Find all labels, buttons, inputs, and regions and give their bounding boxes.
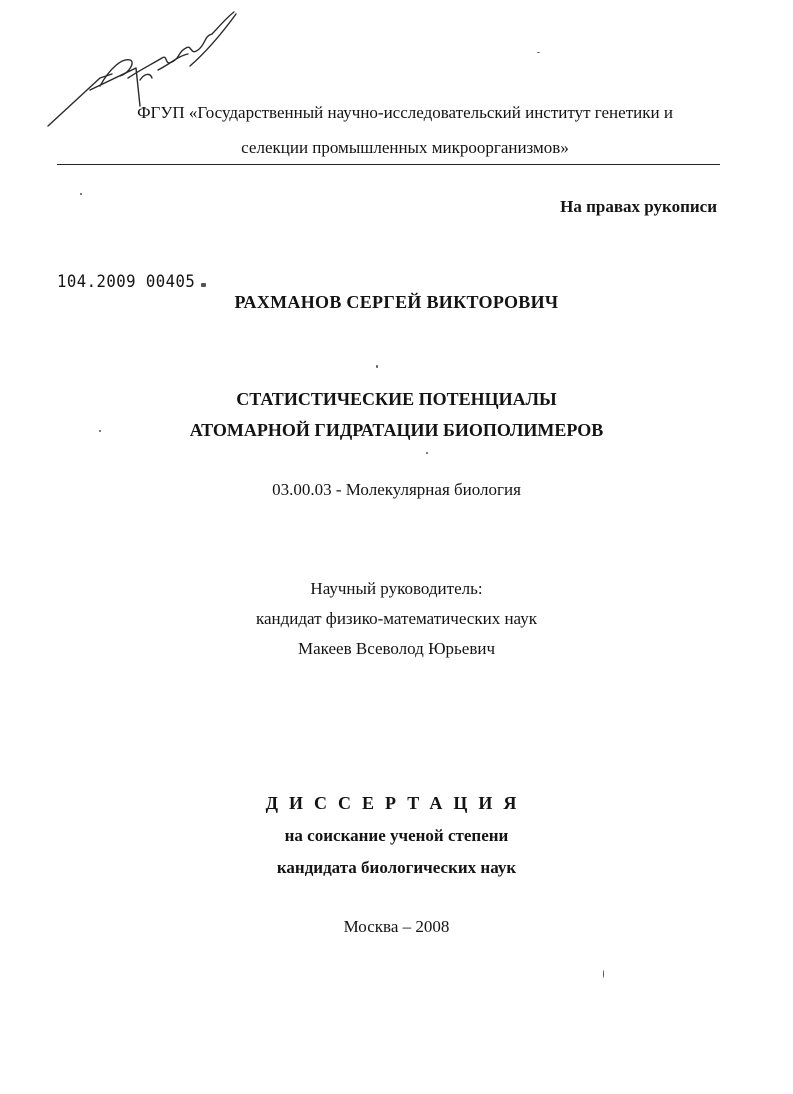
advisor-degree: кандидат физико-математических наук [255, 609, 537, 628]
degree-purpose-line-2: кандидата биологических наук [276, 858, 517, 877]
rights-note: На правах рукописи [560, 197, 717, 216]
title-line-1: СТАТИСТИЧЕСКИЕ ПОТЕНЦИАЛЫ [236, 389, 557, 409]
scan-speck [603, 970, 604, 978]
author-name: РАХМАНОВ СЕРГЕЙ ВИКТОРОВИЧ [234, 292, 559, 312]
advisor-label: Научный руководитель: [310, 579, 483, 598]
institute-line-1: ФГУП «Государственный научно-исследовательский институт генетики и [137, 103, 673, 122]
scan-speck [80, 193, 82, 195]
scan-speck [201, 283, 206, 287]
city-year: Москва – 2008 [343, 917, 450, 936]
scan-speck [376, 365, 378, 368]
dissertation-title [0, 384, 793, 446]
scientific-advisor [0, 574, 793, 664]
dissertation-word: ДИССЕРТАЦИЯ [265, 793, 528, 813]
institute-line-2: селекции промышленных микроорганизмов» [241, 138, 569, 157]
scan-speck [426, 452, 428, 454]
scan-speck [537, 52, 540, 53]
advisor-name: Макеев Всеволод Юрьевич [297, 639, 496, 658]
archive-stamp: 104.2009 00405 [57, 272, 196, 292]
header-divider [57, 164, 720, 165]
title-line-2: АТОМАРНОЙ ГИДРАТАЦИИ БИОПОЛИМЕРОВ [189, 420, 604, 440]
specialty-code: 03.00.03 - Молекулярная биология [272, 480, 521, 499]
scan-speck [99, 430, 101, 432]
institute-header [60, 95, 750, 165]
degree-purpose-line-1: на соискание ученой степени [284, 826, 509, 845]
